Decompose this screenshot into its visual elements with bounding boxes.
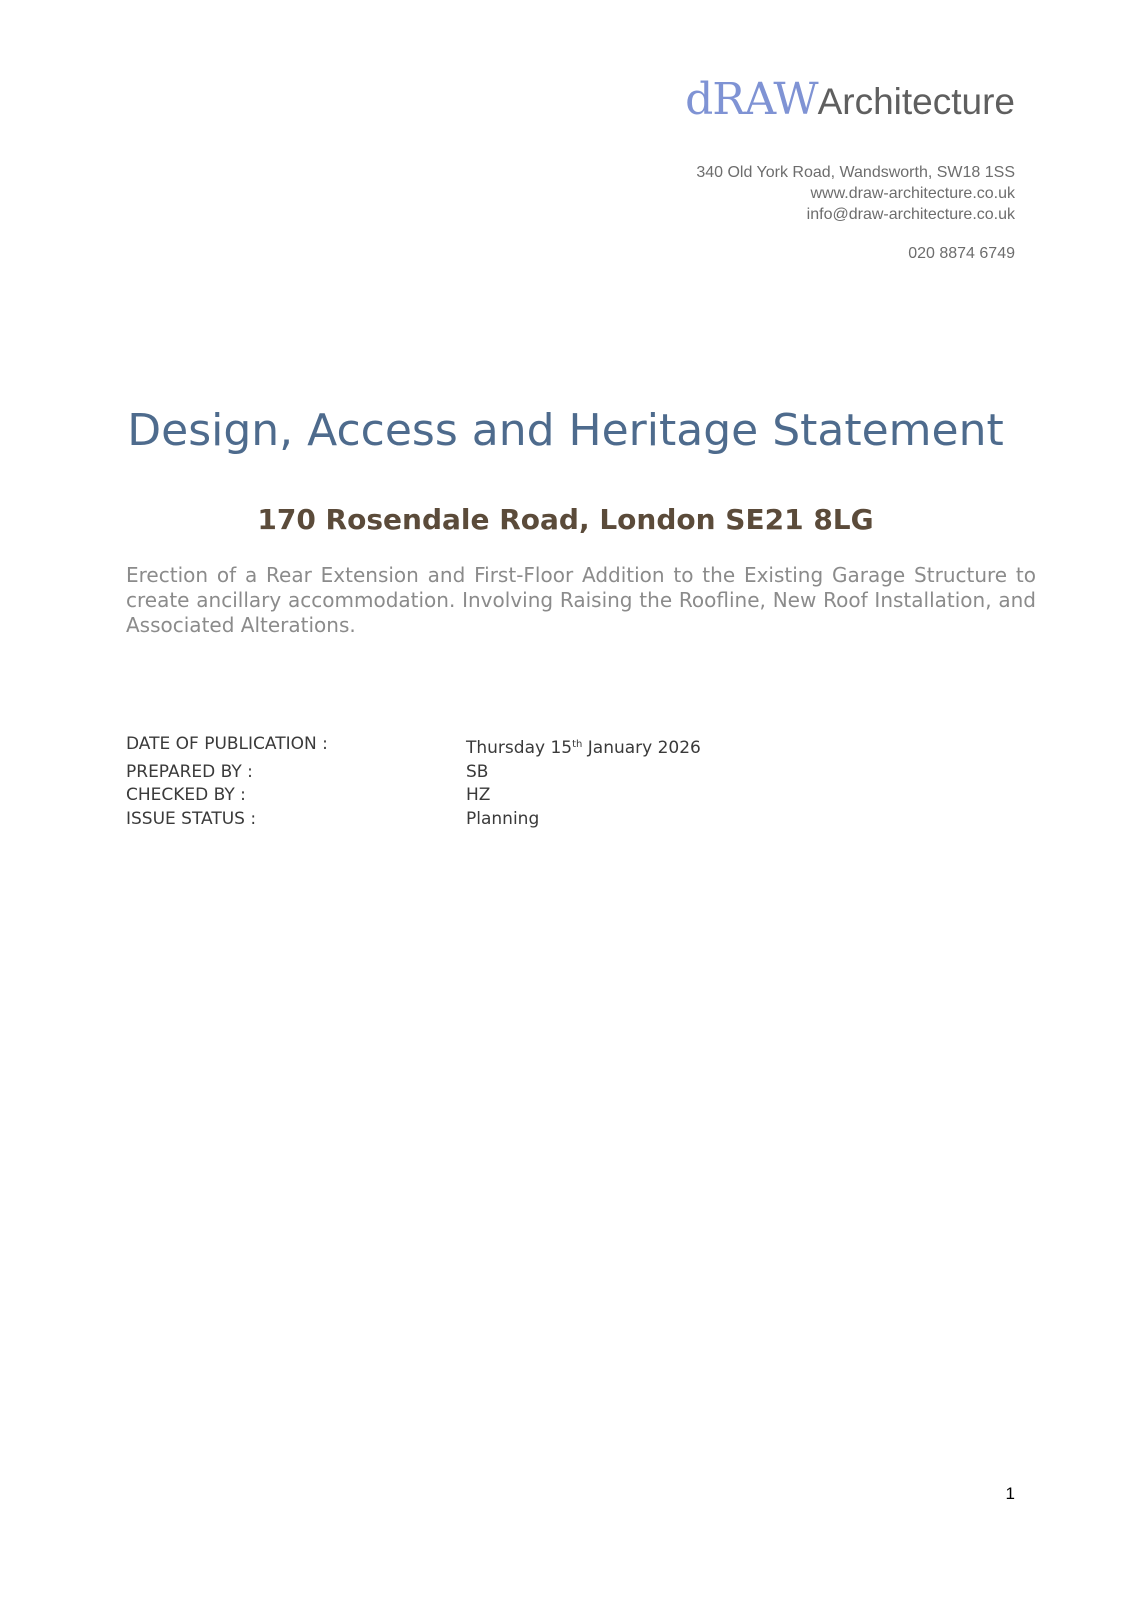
date-value-ordinal: th — [572, 739, 583, 750]
property-address: 170 Rosendale Road, London SE21 8LG — [257, 503, 874, 536]
company-address: 340 Old York Road, Wandsworth, SW18 1SS — [696, 164, 1015, 181]
page-number: 1 — [1005, 1484, 1015, 1503]
status-value: Planning — [466, 808, 540, 829]
document-meta-table — [126, 733, 701, 831]
checked-value: HZ — [466, 785, 491, 805]
meta-row-status — [126, 808, 701, 832]
date-value — [466, 733, 701, 761]
date-value-day: Thursday 15 — [466, 738, 573, 758]
company-email: info@draw-architecture.co.uk — [806, 206, 1015, 223]
project-description: Erection of a Rear Extension and First-Floor Addition to the Existing Garage Structure to create ancillary accommodation. Involving Raising the Roofline, New Roof Installation, and Associated Alterations. — [126, 563, 1036, 637]
meta-row-checked — [126, 784, 701, 808]
date-label: DATE OF PUBLICATION : — [126, 734, 328, 754]
status-label: ISSUE STATUS : — [126, 808, 257, 829]
document-title: Design, Access and Heritage Statement — [127, 405, 1004, 456]
logo-mark: dRAW — [685, 74, 818, 125]
meta-row-date — [126, 733, 701, 761]
date-value-month-year: January 2026 — [582, 738, 701, 758]
checked-label: CHECKED BY : — [126, 785, 246, 805]
company-website: www.draw-architecture.co.uk — [810, 185, 1015, 202]
company-phone: 020 8874 6749 — [908, 245, 1015, 262]
company-contact-block — [696, 162, 1015, 264]
meta-row-prepared — [126, 761, 701, 785]
prepared-value: SB — [466, 761, 489, 782]
prepared-label: PREPARED BY : — [126, 761, 253, 782]
logo-wordmark: Architecture — [817, 81, 1015, 122]
company-logo — [685, 74, 1015, 125]
